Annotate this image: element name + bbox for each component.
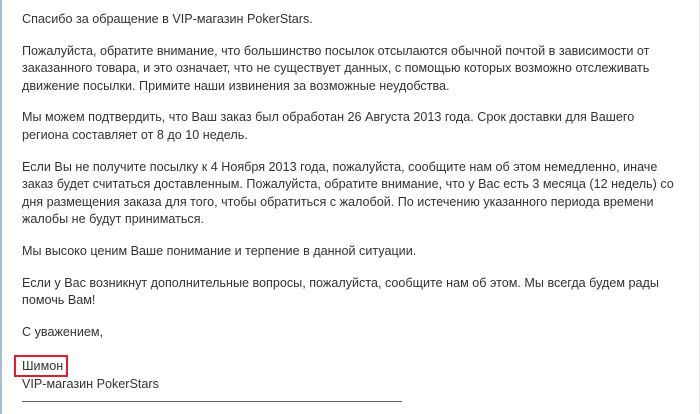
- left-border: [0, 0, 2, 414]
- paragraph-line: региона составляет от 8 до 10 недель.: [22, 127, 248, 142]
- paragraph-appreciation: [22, 243, 682, 261]
- greeting-text: Спасибо за обращение в VIP-магазин PokerStars.: [22, 12, 313, 26]
- paragraph-questions: [22, 275, 682, 310]
- greeting: [22, 11, 682, 29]
- paragraph-line: жалобы не будут приниматься.: [22, 212, 205, 227]
- clipped-quoted-text: [22, 405, 322, 414]
- quoted-message-divider: [22, 401, 402, 402]
- highlight-box: [14, 355, 68, 377]
- paragraph-line: движение посылки. Примите наши извинения за возможные неудобства.: [22, 78, 450, 93]
- paragraph-line: заказанного товара, и это означает, что не существует данных, с помощью которых возможно отслеживать: [22, 61, 650, 76]
- signature-name-wrap: [22, 358, 63, 376]
- closing-text: С уважением,: [22, 324, 104, 339]
- paragraph-delivery-notice: [22, 43, 682, 96]
- paragraph-line: дня размещения заказа для того, чтобы обратиться с жалобой. По истечению указанного периода времени: [22, 194, 654, 209]
- closing: [22, 324, 682, 342]
- paragraph-order-confirmation: [22, 109, 682, 144]
- signature-name-line: [22, 358, 682, 376]
- signature-store: VIP-магазин PokerStars: [22, 376, 159, 391]
- paragraph-line: помочь Вам!: [22, 293, 96, 308]
- paragraph-line: Если Вы не получите посылку к 4 Ноября 2013 года, пожалуйста, сообщите нам об этом немедленно, иначе: [22, 159, 658, 174]
- paragraph-line: Мы можем подтвердить, что Ваш заказ был обработан 26 Августа 2013 года. Срок доставки для Вашего: [22, 110, 635, 125]
- paragraph-complaint-deadline: [22, 159, 682, 229]
- clipped-text-line: [22, 407, 322, 414]
- email-body: [22, 11, 682, 394]
- signature-store-line: [22, 376, 682, 394]
- paragraph-line: Пожалуйста, обратите внимание, что большинство посылок отсылаются обычной почтой в зависимости от: [22, 43, 650, 58]
- paragraph-line: Мы высоко ценим Ваше понимание и терпение в данной ситуации.: [22, 243, 417, 258]
- signature-name: Шимон: [22, 359, 64, 374]
- paragraph-line: Если у Вас возникнут дополнительные вопросы, пожалуйста, сообщите нам об этом. Мы всегда будем рады: [22, 275, 659, 290]
- paragraph-line: заказ будет считаться доставленным. Пожалуйста, обратите внимание, что у Вас есть 3 месяца (12 недель) со: [22, 177, 674, 192]
